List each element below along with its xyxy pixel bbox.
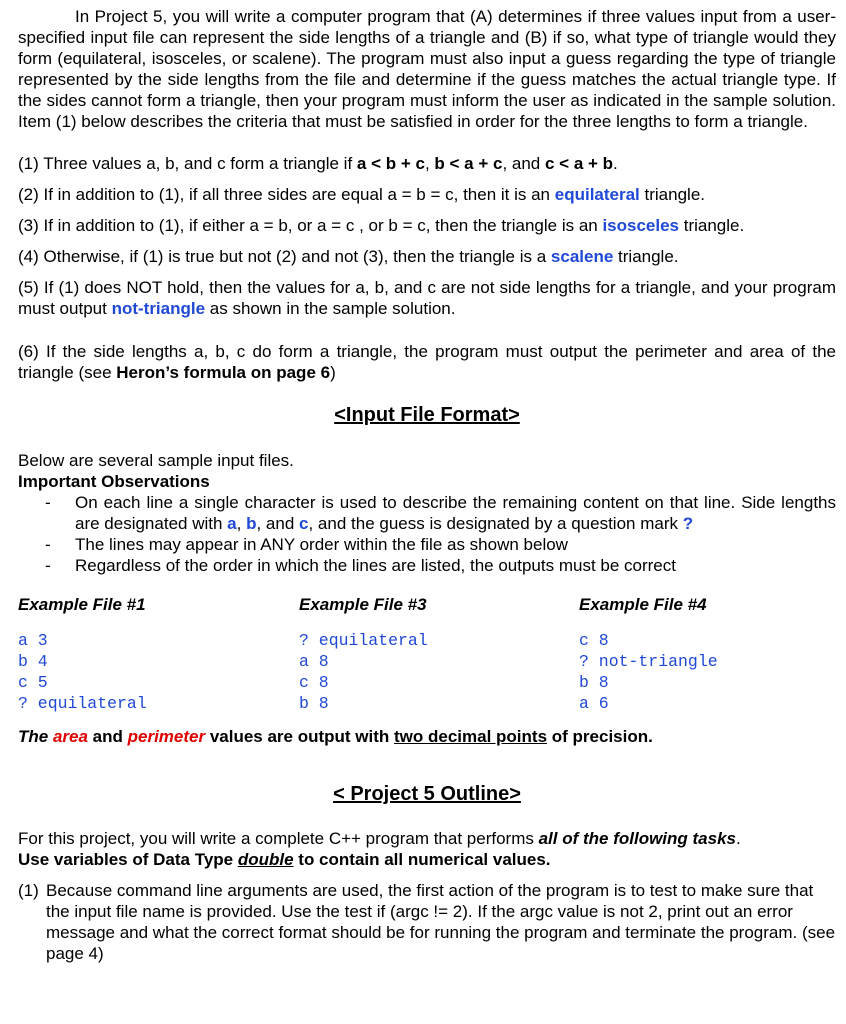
criterion-6: (6) If the side lengths a, b, c do form a triangle, the program must output the perimeter and area of the triangle (see Heron’s formula on page 6) <box>18 342 836 382</box>
example-titles <box>18 594 836 618</box>
criterion-3: (3) If in addition to (1), if either a = b, or a = c , or b = c, then the triangle is an isosceles triangle. <box>18 216 745 235</box>
example-line-row: b 4 a 8 ? not-triangle <box>18 652 718 671</box>
example-4-title: Example File #4 <box>579 595 707 614</box>
term-isosceles: isosceles <box>602 216 680 235</box>
example-line-row: ? equilateral b 8 a 6 <box>18 694 609 713</box>
observation-3: - Regardless of the order in which the lines are listed, the outputs must be correct <box>45 556 676 575</box>
outline-task-1: (1) Because command line arguments are used, the first action of the program is to test to make sure that the input file name is provided. Use the test if (argc != 2). If the argc value is not 2, print out an error message and what the correct format should be for running the program and terminate the program. (see page 4) <box>18 881 836 963</box>
criterion-2: (2) If in addition to (1), if all three sides are equal a = b = c, then it is an equilateral triangle. <box>18 185 705 204</box>
observation-1: - On each line a single character is used to describe the remaining content on that line. Side lengths are designated with a, b, and c, and the guess is designated by a question mark ? <box>45 493 836 533</box>
observations-title: Important Observations <box>18 472 210 491</box>
example-line-row: c 5 c 8 b 8 <box>18 673 609 692</box>
input-format-heading: <Input File Format> <box>334 404 520 426</box>
document-page <box>18 6 836 964</box>
term-equilateral: equilateral <box>554 185 640 204</box>
example-1-title: Example File #1 <box>18 595 146 614</box>
precision-note: The area and perimeter values are output with two decimal points of precision. <box>18 727 653 746</box>
term-not-triangle: not-triangle <box>111 299 206 318</box>
observation-2: - The lines may appear in ANY order within the file as shown below <box>45 535 568 554</box>
intro-paragraph: In Project 5, you will write a computer program that (A) determines if three values input from a user-specified input file can represent the side lengths of a triangle and (B) if so, what type of triangle would they form (equilateral, isosceles, or scalene). The program must also input a guess regarding the type of triangle represented by the side lengths from the file and determine if the guess matches the actual triangle type. If the sides cannot form a triangle, then your program must inform the user as indicated in the sample solution. Item (1) below describes the criteria that must be satisfied in order for the three lengths to form a triangle. <box>18 7 836 131</box>
term-scalene: scalene <box>550 247 614 266</box>
outline-heading: < Project 5 Outline> <box>333 783 521 805</box>
input-format-intro: Below are several sample input files. <box>18 451 294 470</box>
example-3-title: Example File #3 <box>299 595 427 614</box>
example-line-row: a 3 ? equilateral c 8 <box>18 631 609 650</box>
criterion-1: (1) Three values a, b, and c form a triangle if a < b + c, b < a + c, and c < a + b. <box>18 154 618 173</box>
criterion-4: (4) Otherwise, if (1) is true but not (2) and not (3), then the triangle is a scalene triangle. <box>18 247 679 266</box>
outline-intro: For this project, you will write a complete C++ program that performs all of the following tasks. Use variables of Data Type double to contain all numerical values. <box>18 829 741 869</box>
criterion-5: (5) If (1) does NOT hold, then the values for a, b, and c are not side lengths for a triangle, and your program must output not-triangle as shown in the sample solution. <box>18 278 836 318</box>
